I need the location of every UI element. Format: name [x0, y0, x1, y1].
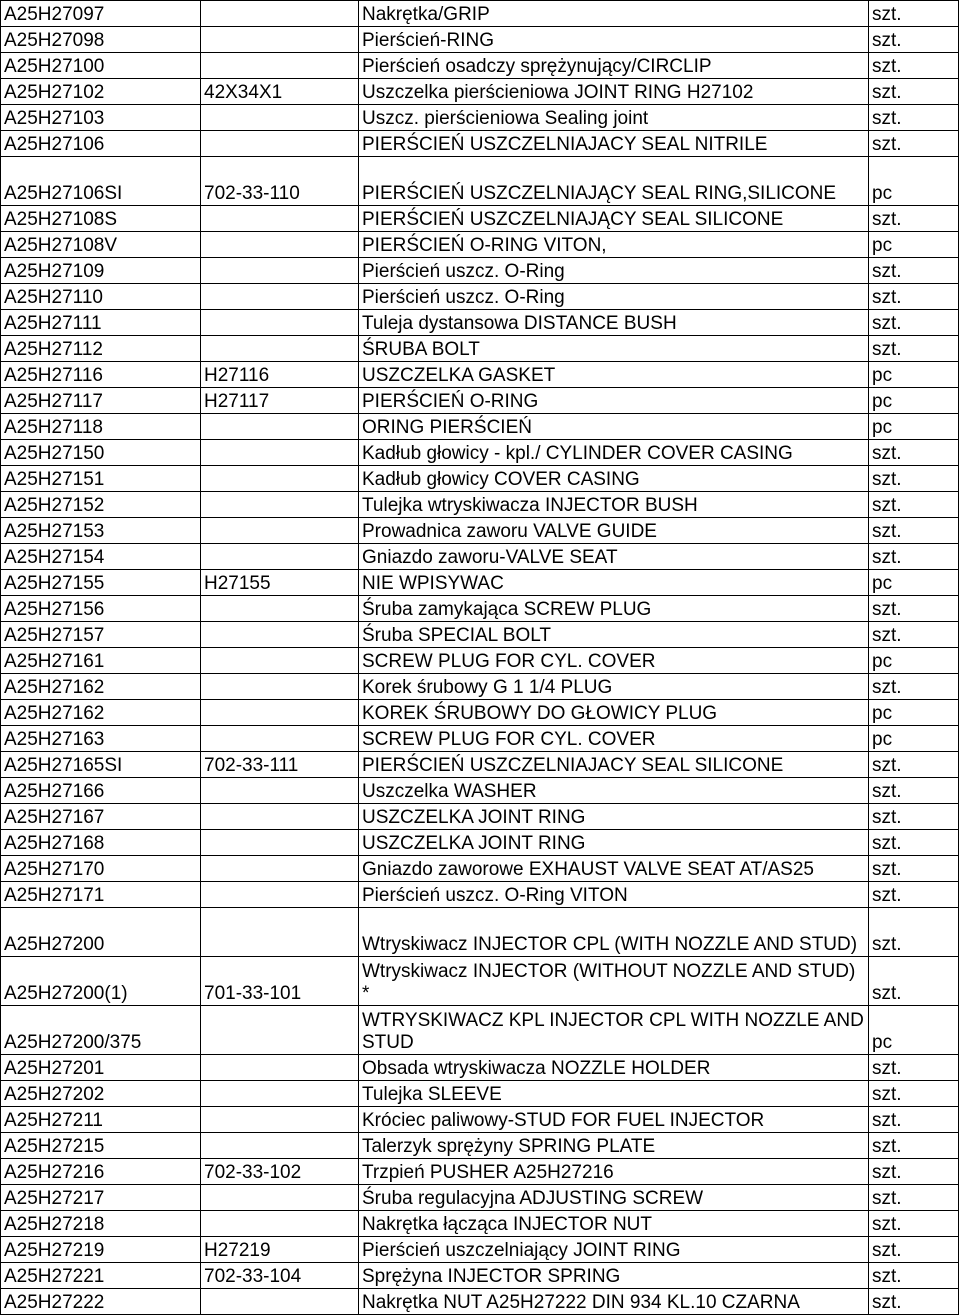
table-row — [1, 674, 959, 700]
table-row — [1, 466, 959, 492]
unit-cell: szt. — [869, 1159, 959, 1185]
reference-cell: 702-33-110 — [201, 157, 359, 206]
part-code-cell: A25H27103 — [1, 105, 201, 131]
table-row — [1, 1211, 959, 1237]
reference-cell — [201, 27, 359, 53]
description-cell: PIERŚCIEŃ O-RING VITON, — [359, 232, 869, 258]
description-cell: Wtryskiwacz INJECTOR (WITHOUT NOZZLE AND STUD) * — [359, 957, 869, 1006]
unit-cell: pc — [869, 414, 959, 440]
part-code-cell: A25H27211 — [1, 1107, 201, 1133]
part-code-cell: A25H27152 — [1, 492, 201, 518]
part-code-cell: A25H27163 — [1, 726, 201, 752]
unit-cell: szt. — [869, 882, 959, 908]
reference-cell — [201, 674, 359, 700]
table-row — [1, 570, 959, 596]
part-code-cell: A25H27168 — [1, 830, 201, 856]
description-cell: Pierścień uszcz. O-Ring — [359, 284, 869, 310]
part-code-cell: A25H27202 — [1, 1081, 201, 1107]
reference-cell — [201, 414, 359, 440]
table-row — [1, 1159, 959, 1185]
table-row — [1, 1055, 959, 1081]
unit-cell: szt. — [869, 1133, 959, 1159]
reference-cell: H27155 — [201, 570, 359, 596]
unit-cell: szt. — [869, 53, 959, 79]
unit-cell: szt. — [869, 1237, 959, 1263]
unit-cell: szt. — [869, 206, 959, 232]
table-row — [1, 1107, 959, 1133]
unit-cell: szt. — [869, 1211, 959, 1237]
unit-cell: pc — [869, 570, 959, 596]
part-code-cell: A25H27221 — [1, 1263, 201, 1289]
description-cell: Gniazdo zaworowe EXHAUST VALVE SEAT AT/AS25 — [359, 856, 869, 882]
unit-cell: pc — [869, 648, 959, 674]
description-cell: Pierścień uszcz. O-Ring VITON — [359, 882, 869, 908]
part-code-cell: A25H27117 — [1, 388, 201, 414]
table-row — [1, 908, 959, 957]
description-cell: Uszcz. pierścieniowa Sealing joint — [359, 105, 869, 131]
unit-cell: szt. — [869, 1185, 959, 1211]
part-code-cell: A25H27108S — [1, 206, 201, 232]
unit-cell: szt. — [869, 856, 959, 882]
unit-cell: szt. — [869, 440, 959, 466]
table-row — [1, 648, 959, 674]
description-cell: Tulejka wtryskiwacza INJECTOR BUSH — [359, 492, 869, 518]
unit-cell: pc — [869, 362, 959, 388]
reference-cell — [201, 466, 359, 492]
reference-cell: 701-33-101 — [201, 957, 359, 1006]
description-cell: Śruba zamykająca SCREW PLUG — [359, 596, 869, 622]
part-code-cell: A25H27155 — [1, 570, 201, 596]
reference-cell — [201, 518, 359, 544]
table-row — [1, 206, 959, 232]
part-code-cell: A25H27150 — [1, 440, 201, 466]
table-row — [1, 27, 959, 53]
reference-cell: 42X34X1 — [201, 79, 359, 105]
table-row — [1, 1133, 959, 1159]
parts-table-body — [1, 1, 959, 1315]
part-code-cell: A25H27200/375 — [1, 1006, 201, 1055]
reference-cell — [201, 492, 359, 518]
part-code-cell: A25H27102 — [1, 79, 201, 105]
reference-cell — [201, 622, 359, 648]
unit-cell: szt. — [869, 79, 959, 105]
table-row — [1, 752, 959, 778]
reference-cell — [201, 336, 359, 362]
table-row — [1, 1081, 959, 1107]
reference-cell — [201, 258, 359, 284]
description-cell: Nakrętka NUT A25H27222 DIN 934 KL.10 CZARNA — [359, 1289, 869, 1315]
unit-cell: szt. — [869, 336, 959, 362]
table-row — [1, 544, 959, 570]
part-code-cell: A25H27201 — [1, 1055, 201, 1081]
table-row — [1, 596, 959, 622]
unit-cell: szt. — [869, 804, 959, 830]
description-cell: Kadłub głowicy COVER CASING — [359, 466, 869, 492]
description-cell: Trzpień PUSHER A25H27216 — [359, 1159, 869, 1185]
reference-cell — [201, 440, 359, 466]
reference-cell: H27116 — [201, 362, 359, 388]
description-cell: Pierścień uszczelniający JOINT RING — [359, 1237, 869, 1263]
description-cell: SCREW PLUG FOR CYL. COVER — [359, 726, 869, 752]
description-cell: KOREK ŚRUBOWY DO GŁOWICY PLUG — [359, 700, 869, 726]
part-code-cell: A25H27200(1) — [1, 957, 201, 1006]
reference-cell — [201, 1289, 359, 1315]
description-cell: SCREW PLUG FOR CYL. COVER — [359, 648, 869, 674]
table-row — [1, 1, 959, 27]
reference-cell — [201, 778, 359, 804]
part-code-cell: A25H27157 — [1, 622, 201, 648]
part-code-cell: A25H27109 — [1, 258, 201, 284]
reference-cell: 702-33-111 — [201, 752, 359, 778]
reference-cell — [201, 830, 359, 856]
table-row — [1, 284, 959, 310]
part-code-cell: A25H27162 — [1, 700, 201, 726]
description-cell: ORING PIERŚCIEŃ — [359, 414, 869, 440]
description-cell: WTRYSKIWACZ KPL INJECTOR CPL WITH NOZZLE AND STUD — [359, 1006, 869, 1055]
reference-cell — [201, 700, 359, 726]
reference-cell: H27219 — [201, 1237, 359, 1263]
part-code-cell: A25H27216 — [1, 1159, 201, 1185]
table-row — [1, 830, 959, 856]
table-row — [1, 804, 959, 830]
table-row — [1, 232, 959, 258]
table-row — [1, 310, 959, 336]
part-code-cell: A25H27154 — [1, 544, 201, 570]
unit-cell: szt. — [869, 778, 959, 804]
part-code-cell: A25H27111 — [1, 310, 201, 336]
table-row — [1, 882, 959, 908]
description-cell: USZCZELKA JOINT RING — [359, 830, 869, 856]
reference-cell — [201, 1055, 359, 1081]
description-cell: Kadłub głowicy - kpl./ CYLINDER COVER CASING — [359, 440, 869, 466]
reference-cell — [201, 284, 359, 310]
part-code-cell: A25H27151 — [1, 466, 201, 492]
part-code-cell: A25H27162 — [1, 674, 201, 700]
unit-cell: pc — [869, 232, 959, 258]
table-row — [1, 336, 959, 362]
unit-cell: szt. — [869, 908, 959, 957]
reference-cell — [201, 804, 359, 830]
part-code-cell: A25H27170 — [1, 856, 201, 882]
unit-cell: szt. — [869, 492, 959, 518]
unit-cell: szt. — [869, 105, 959, 131]
part-code-cell: A25H27219 — [1, 1237, 201, 1263]
unit-cell: szt. — [869, 1107, 959, 1133]
unit-cell: szt. — [869, 310, 959, 336]
part-code-cell: A25H27112 — [1, 336, 201, 362]
description-cell: PIERŚCIEŃ USZCZELNIAJACY SEAL NITRILE — [359, 131, 869, 157]
description-cell: Nakrętka łącząca INJECTOR NUT — [359, 1211, 869, 1237]
part-code-cell: A25H27108V — [1, 232, 201, 258]
part-code-cell: A25H27106SI — [1, 157, 201, 206]
part-code-cell: A25H27116 — [1, 362, 201, 388]
unit-cell: szt. — [869, 466, 959, 492]
table-row — [1, 1263, 959, 1289]
description-cell: Śruba regulacyjna ADJUSTING SCREW — [359, 1185, 869, 1211]
unit-cell: szt. — [869, 1055, 959, 1081]
reference-cell: H27117 — [201, 388, 359, 414]
part-code-cell: A25H27165SI — [1, 752, 201, 778]
table-row — [1, 518, 959, 544]
description-cell: Uszczelka pierścieniowa JOINT RING H27102 — [359, 79, 869, 105]
description-cell: Uszczelka WASHER — [359, 778, 869, 804]
reference-cell — [201, 53, 359, 79]
unit-cell: szt. — [869, 284, 959, 310]
unit-cell: szt. — [869, 1263, 959, 1289]
unit-cell: szt. — [869, 957, 959, 1006]
description-cell: Gniazdo zaworu-VALVE SEAT — [359, 544, 869, 570]
description-cell: PIERŚCIEŃ USZCZELNIAJACY SEAL SILICONE — [359, 752, 869, 778]
reference-cell — [201, 310, 359, 336]
reference-cell — [201, 544, 359, 570]
table-row — [1, 726, 959, 752]
table-row — [1, 1006, 959, 1055]
unit-cell: szt. — [869, 131, 959, 157]
reference-cell — [201, 882, 359, 908]
unit-cell: szt. — [869, 596, 959, 622]
unit-cell: szt. — [869, 830, 959, 856]
table-row — [1, 79, 959, 105]
part-code-cell: A25H27156 — [1, 596, 201, 622]
description-cell: PIERŚCIEŃ USZCZELNIAJĄCY SEAL RING,SILICONE — [359, 157, 869, 206]
reference-cell — [201, 105, 359, 131]
unit-cell: szt. — [869, 518, 959, 544]
description-cell: Nakrętka/GRIP — [359, 1, 869, 27]
table-row — [1, 778, 959, 804]
description-cell: Pierścień osadczy sprężynujący/CIRCLIP — [359, 53, 869, 79]
description-cell: Talerzyk sprężyny SPRING PLATE — [359, 1133, 869, 1159]
unit-cell: szt. — [869, 544, 959, 570]
part-code-cell: A25H27200 — [1, 908, 201, 957]
unit-cell: pc — [869, 388, 959, 414]
table-row — [1, 1237, 959, 1263]
reference-cell — [201, 206, 359, 232]
table-row — [1, 414, 959, 440]
table-row — [1, 856, 959, 882]
unit-cell: pc — [869, 700, 959, 726]
reference-cell — [201, 726, 359, 752]
table-row — [1, 258, 959, 284]
part-code-cell: A25H27217 — [1, 1185, 201, 1211]
reference-cell: 702-33-102 — [201, 1159, 359, 1185]
reference-cell — [201, 131, 359, 157]
reference-cell — [201, 1211, 359, 1237]
reference-cell — [201, 856, 359, 882]
description-cell: Tulejka SLEEVE — [359, 1081, 869, 1107]
description-cell: Pierścień-RING — [359, 27, 869, 53]
description-cell: USZCZELKA GASKET — [359, 362, 869, 388]
unit-cell: pc — [869, 1006, 959, 1055]
description-cell: PIERŚCIEŃ USZCZELNIAJĄCY SEAL SILICONE — [359, 206, 869, 232]
description-cell: Tuleja dystansowa DISTANCE BUSH — [359, 310, 869, 336]
reference-cell — [201, 1133, 359, 1159]
table-row — [1, 362, 959, 388]
reference-cell — [201, 1, 359, 27]
table-row — [1, 440, 959, 466]
description-cell: Śruba SPECIAL BOLT — [359, 622, 869, 648]
description-cell: Obsada wtryskiwacza NOZZLE HOLDER — [359, 1055, 869, 1081]
description-cell: Sprężyna INJECTOR SPRING — [359, 1263, 869, 1289]
part-code-cell: A25H27171 — [1, 882, 201, 908]
part-code-cell: A25H27106 — [1, 131, 201, 157]
table-row — [1, 700, 959, 726]
part-code-cell: A25H27215 — [1, 1133, 201, 1159]
table-row — [1, 53, 959, 79]
table-row — [1, 157, 959, 206]
part-code-cell: A25H27218 — [1, 1211, 201, 1237]
description-cell: PIERŚCIEŃ O-RING — [359, 388, 869, 414]
part-code-cell: A25H27161 — [1, 648, 201, 674]
part-code-cell: A25H27098 — [1, 27, 201, 53]
reference-cell — [201, 1107, 359, 1133]
description-cell: Korek śrubowy G 1 1/4 PLUG — [359, 674, 869, 700]
unit-cell: szt. — [869, 258, 959, 284]
part-code-cell: A25H27153 — [1, 518, 201, 544]
table-row — [1, 131, 959, 157]
table-row — [1, 388, 959, 414]
unit-cell: szt. — [869, 27, 959, 53]
unit-cell: szt. — [869, 1289, 959, 1315]
reference-cell — [201, 232, 359, 258]
part-code-cell: A25H27097 — [1, 1, 201, 27]
unit-cell: pc — [869, 726, 959, 752]
unit-cell: szt. — [869, 1081, 959, 1107]
part-code-cell: A25H27118 — [1, 414, 201, 440]
part-code-cell: A25H27222 — [1, 1289, 201, 1315]
reference-cell — [201, 1081, 359, 1107]
part-code-cell: A25H27167 — [1, 804, 201, 830]
description-cell: USZCZELKA JOINT RING — [359, 804, 869, 830]
description-cell: Króciec paliwowy-STUD FOR FUEL INJECTOR — [359, 1107, 869, 1133]
unit-cell: pc — [869, 157, 959, 206]
table-row — [1, 1289, 959, 1315]
description-cell: Wtryskiwacz INJECTOR CPL (WITH NOZZLE AND STUD) — [359, 908, 869, 957]
table-row — [1, 105, 959, 131]
reference-cell — [201, 596, 359, 622]
part-code-cell: A25H27110 — [1, 284, 201, 310]
description-cell: ŚRUBA BOLT — [359, 336, 869, 362]
table-row — [1, 622, 959, 648]
unit-cell: szt. — [869, 622, 959, 648]
description-cell: Prowadnica zaworu VALVE GUIDE — [359, 518, 869, 544]
reference-cell — [201, 1185, 359, 1211]
reference-cell — [201, 648, 359, 674]
table-row — [1, 957, 959, 1006]
part-code-cell: A25H27100 — [1, 53, 201, 79]
unit-cell: szt. — [869, 1, 959, 27]
reference-cell — [201, 1006, 359, 1055]
table-row — [1, 1185, 959, 1211]
reference-cell: 702-33-104 — [201, 1263, 359, 1289]
reference-cell — [201, 908, 359, 957]
unit-cell: szt. — [869, 752, 959, 778]
table-row — [1, 492, 959, 518]
unit-cell: szt. — [869, 674, 959, 700]
description-cell: NIE WPISYWAC — [359, 570, 869, 596]
description-cell: Pierścień uszcz. O-Ring — [359, 258, 869, 284]
part-code-cell: A25H27166 — [1, 778, 201, 804]
